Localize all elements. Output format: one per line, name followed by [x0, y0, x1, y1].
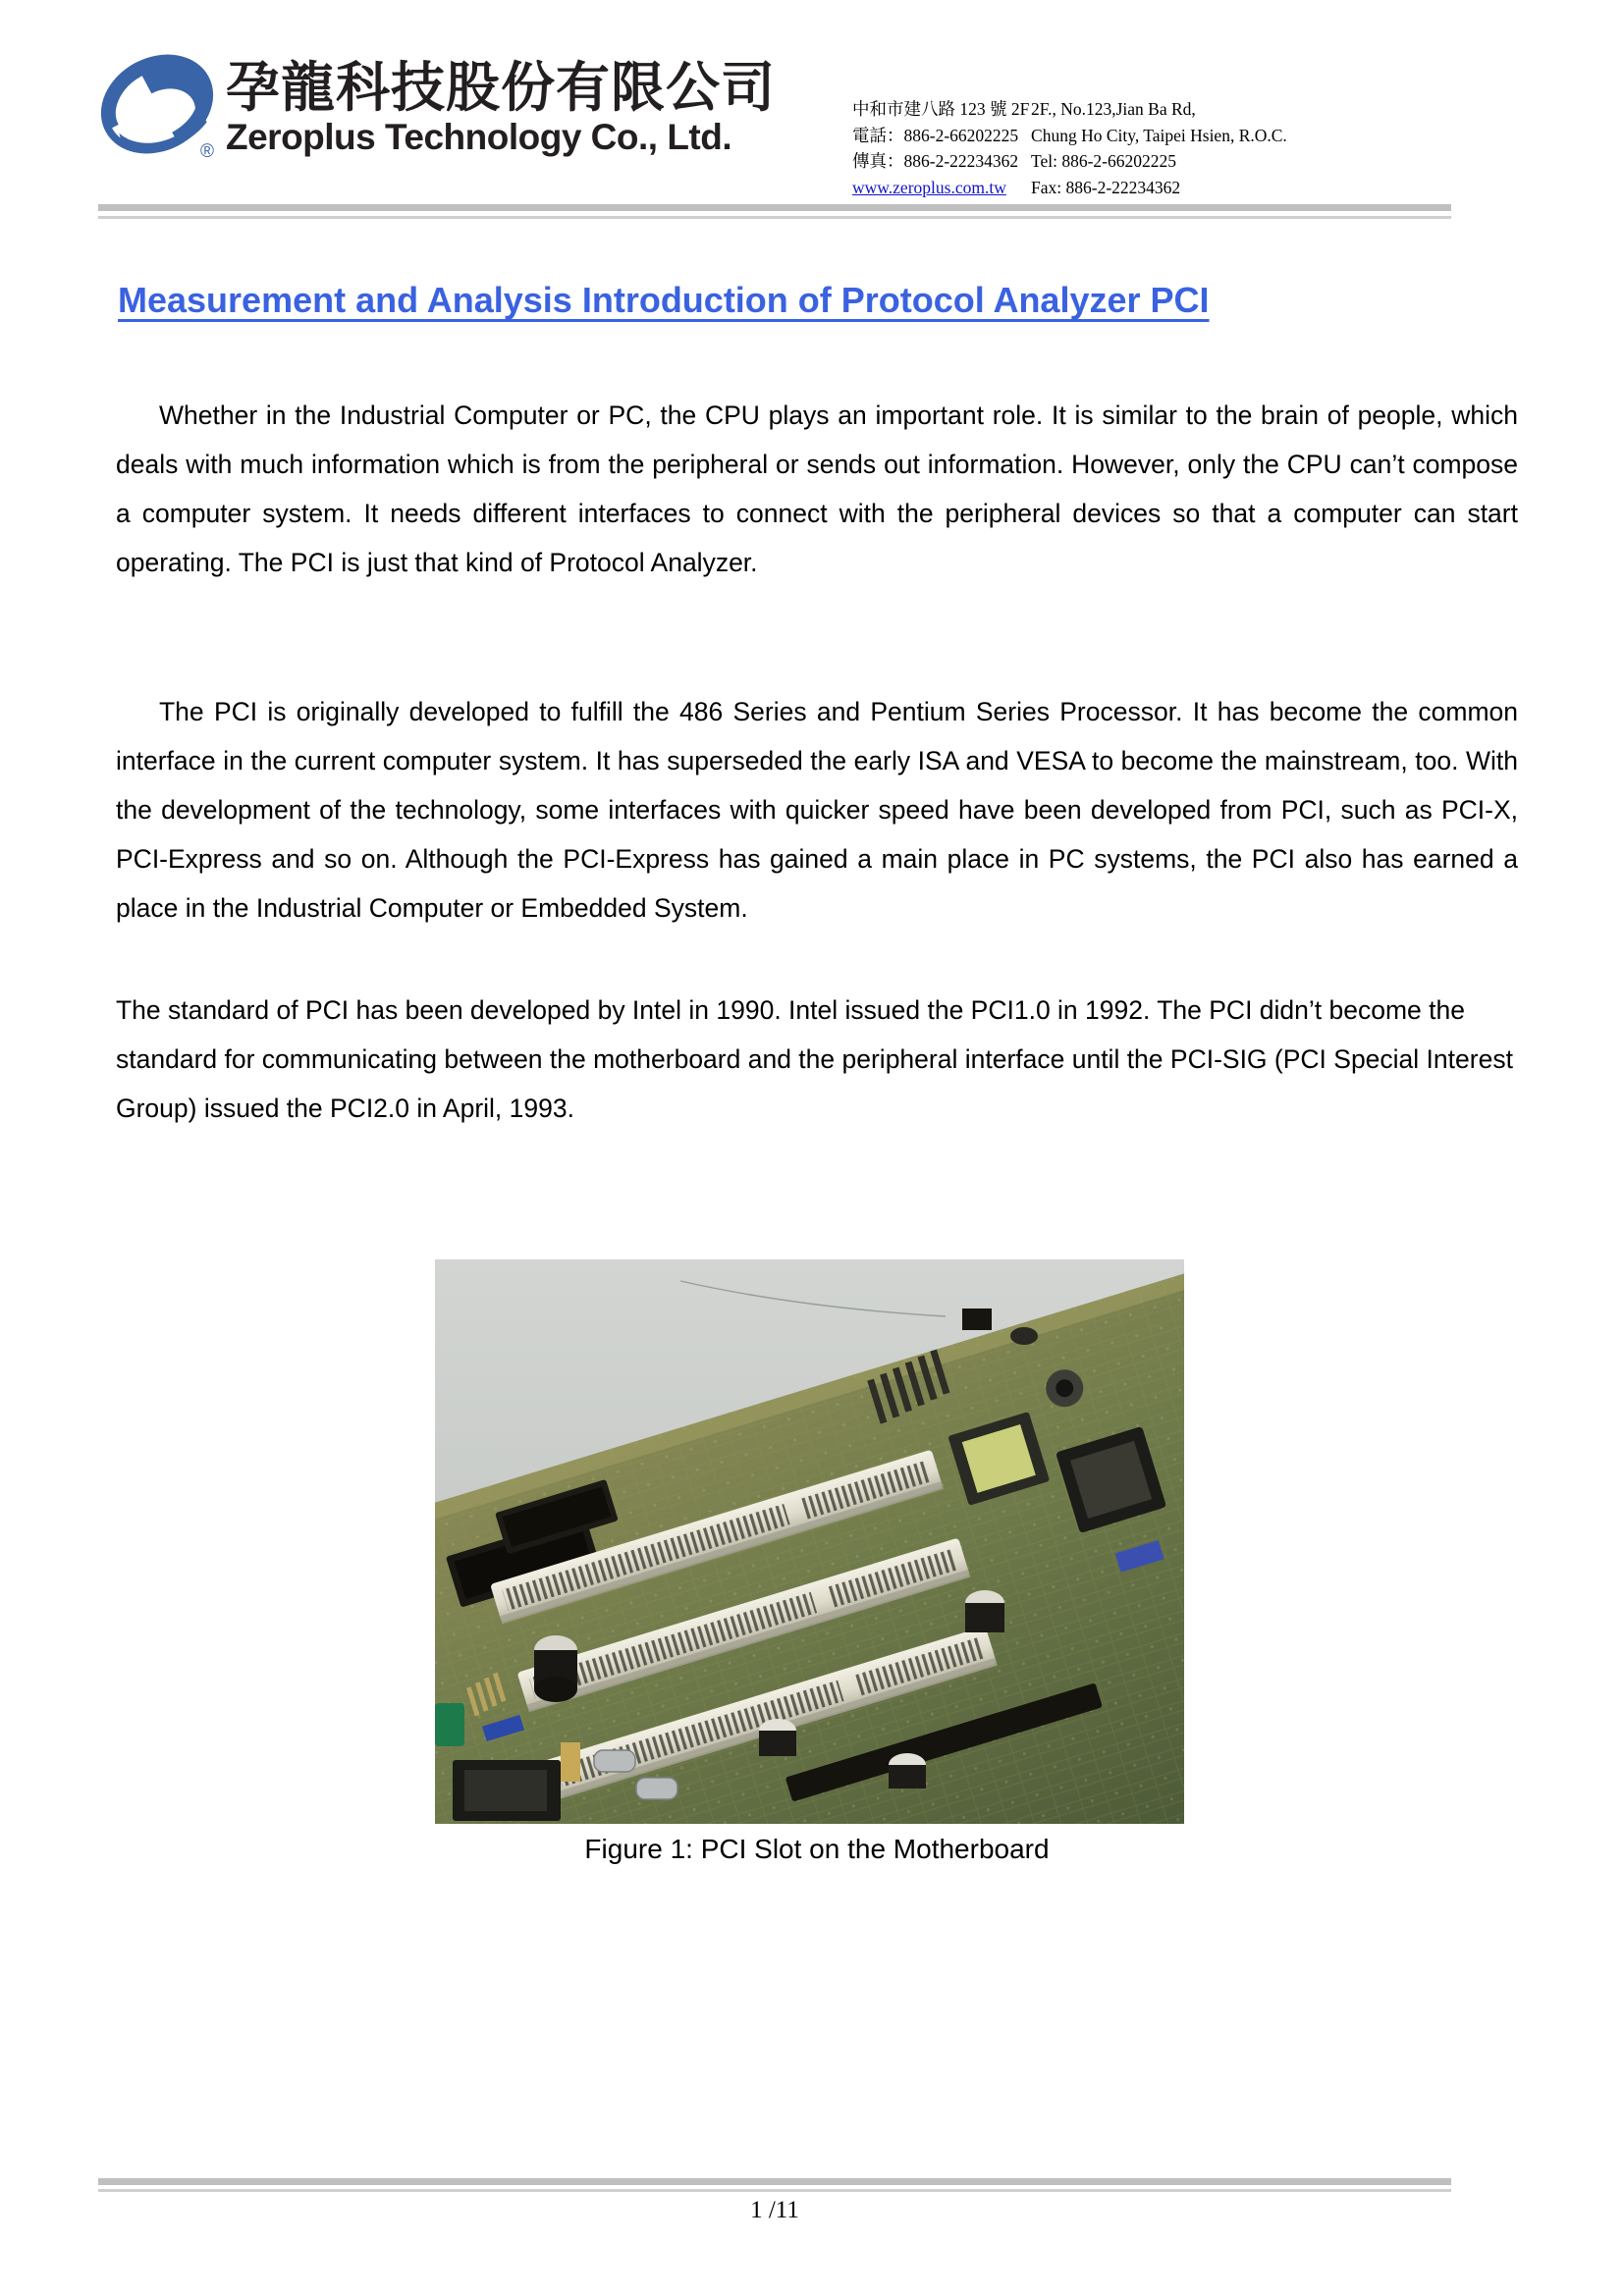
paragraph-3-text: The standard of PCI has been developed by Intel in 1990. Intel issued the PCI1.0 in 1992. The PCI didn’t become the standard for communicating between the motherboard and the peripheral interface until the PCI-SIG (PCI Special Interest Group) issued the PCI2.0 in April, 1993. — [116, 995, 1513, 1123]
zeroplus-swirl-icon — [98, 47, 216, 165]
contact-address-en-line1: 2F., No.123,Jian Ba Rd, — [1031, 99, 1196, 119]
header-divider-thin — [98, 216, 1451, 219]
contact-address-en-line2: Chung Ho City, Taipei Hsien, R.O.C. — [1031, 125, 1287, 145]
contact-phone-cn: 電話：886-2-66202225 — [852, 125, 1019, 145]
company-name-chinese: 孕龍科技股份有限公司 — [226, 56, 777, 120]
paragraph-3 — [116, 986, 1518, 1133]
paragraph-1 — [116, 391, 1518, 587]
paragraph-2 — [116, 687, 1518, 933]
figure-1-caption: Figure 1: PCI Slot on the Motherboard — [584, 1834, 1050, 1864]
page-title: Measurement and Analysis Introduction of Protocol Analyzer PCI — [118, 280, 1210, 320]
company-name-english: Zeroplus Technology Co., Ltd. — [226, 117, 732, 158]
header-divider-thick — [98, 204, 1451, 211]
header-contact-block — [852, 96, 1345, 200]
footer-divider-thick — [98, 2178, 1451, 2185]
paragraph-1-text: Whether in the Industrial Computer or PC, the CPU plays an important role. It is similar to the brain of people, which deals with much information which is from the peripheral or sends out information. However, only the CPU can’t compose a computer system. It needs different interfaces to connect with the peripheral devices so that a computer can start operating. The PCI is just that kind of Protocol Analyzer. — [116, 400, 1518, 577]
footer-divider-thin — [98, 2189, 1451, 2192]
company-logo — [98, 47, 776, 165]
registered-trademark-icon: ® — [200, 141, 214, 162]
figure-1-image — [435, 1259, 1184, 1824]
contact-fax-cn: 傳真：886-2-22234362 — [852, 151, 1019, 172]
contact-website-link[interactable]: www.zeroplus.com.tw — [852, 177, 1006, 197]
contact-english-column — [1031, 96, 1345, 200]
page-number: 1 /11 — [750, 2197, 799, 2223]
contact-fax-en: Fax: 886-2-22234362 — [1031, 177, 1181, 197]
paragraph-2-text: The PCI is originally developed to fulfill the 486 Series and Pentium Series Processor. It has become the common interface in the current computer system. It has superseded the early ISA and VESA to become the mainstream, too. With the development of the technology, some interfaces with quicker speed have been developed from PCI, such as PCI-X, PCI-Express and so on. Although the PCI-Express has gained a main place in PC systems, the PCI also has earned a place in the Industrial Computer or Embedded System. — [116, 697, 1518, 923]
contact-address-cn: 中和市建八路 123 號 2F — [852, 99, 1030, 119]
contact-chinese-column — [852, 96, 1031, 200]
page-header — [98, 47, 1463, 209]
contact-tel-en: Tel: 886-2-66202225 — [1031, 151, 1177, 172]
